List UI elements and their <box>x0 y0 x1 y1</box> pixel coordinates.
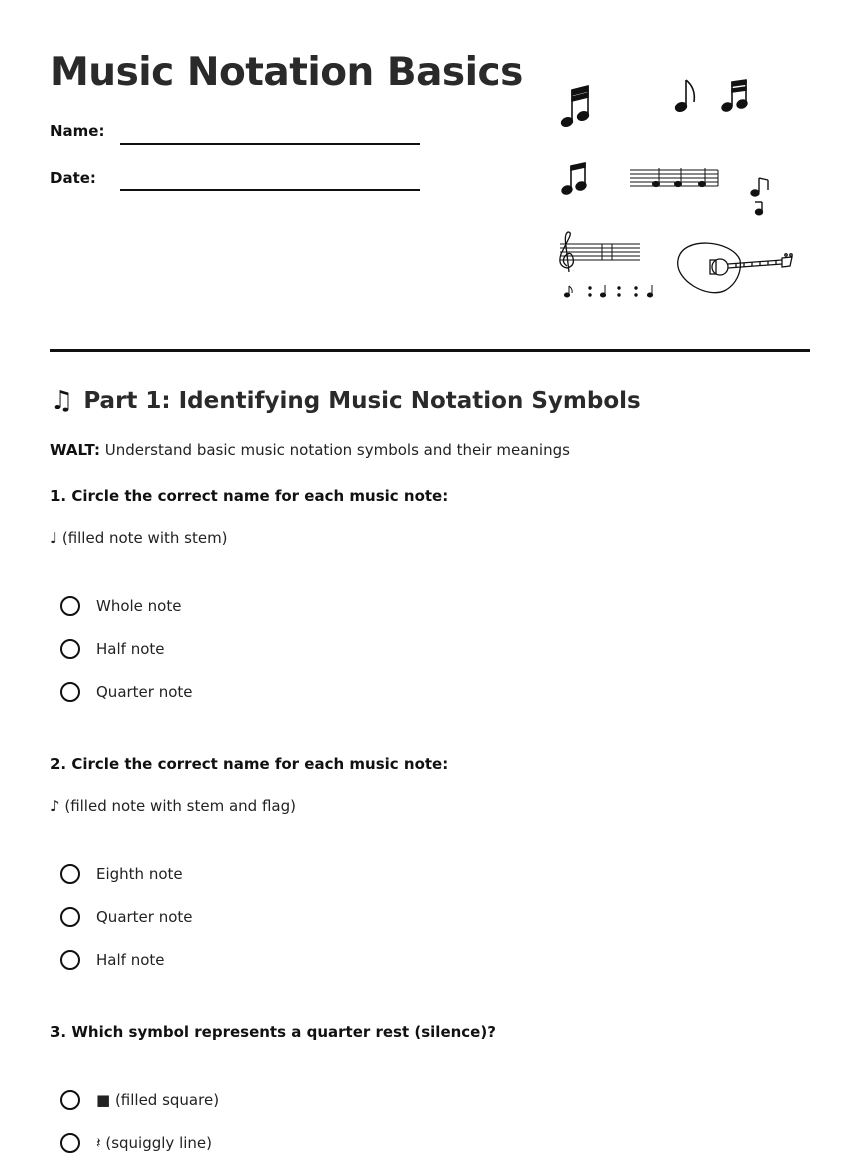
radio-circle[interactable] <box>60 682 80 702</box>
walt-label: WALT: <box>50 441 100 459</box>
section-divider <box>50 349 810 352</box>
radio-circle[interactable] <box>60 639 80 659</box>
radio-circle[interactable] <box>60 907 80 927</box>
question-2: 2. Circle the correct name for each music note: <box>50 755 449 773</box>
section-title-text: Part 1: Identifying Music Notation Symbols <box>83 388 641 414</box>
question-1-prompt: ♩ (filled note with stem) <box>50 529 228 547</box>
q1-option-whole-note[interactable] <box>60 593 181 619</box>
walt-objective <box>50 441 570 459</box>
name-field[interactable] <box>120 143 420 145</box>
walt-text: Understand basic music notation symbols and their meanings <box>99 441 570 459</box>
flag-notes-icon <box>751 178 768 215</box>
name-label: Name: <box>50 122 105 140</box>
option-label: Quarter note <box>96 908 193 926</box>
option-label: ■ (filled square) <box>96 1091 220 1109</box>
staff-notes-icon <box>630 168 718 187</box>
music-notes-icon: ♫ <box>50 386 74 416</box>
radio-circle[interactable] <box>60 596 80 616</box>
rhythm-row-icon <box>564 285 652 297</box>
q2-option-quarter-note[interactable] <box>60 904 193 930</box>
radio-circle[interactable] <box>60 1133 80 1153</box>
option-label: Eighth note <box>96 865 183 883</box>
radio-circle[interactable] <box>60 1090 80 1110</box>
page-title: Music Notation Basics <box>50 50 523 95</box>
treble-clef-staff-icon <box>560 232 640 272</box>
q2-option-eighth-note[interactable] <box>60 861 183 887</box>
q3-option-filled-square[interactable] <box>60 1087 219 1113</box>
option-label: 𝄽 (squiggly line) <box>96 1134 212 1152</box>
q1-option-quarter-note[interactable] <box>60 679 193 705</box>
q2-option-half-note[interactable] <box>60 947 164 973</box>
guitar-icon <box>678 243 793 293</box>
option-label: Half note <box>96 951 165 969</box>
date-field[interactable] <box>120 189 420 191</box>
beamed-eighth-notes-icon <box>560 86 589 128</box>
question-2-prompt: ♪ (filled note with stem and flag) <box>50 797 296 815</box>
question-1: 1. Circle the correct name for each music note: <box>50 487 449 505</box>
option-label: Whole note <box>96 597 182 615</box>
q1-option-half-note[interactable] <box>60 636 164 662</box>
option-label: Quarter note <box>96 683 193 701</box>
eighth-note-icon <box>674 80 694 113</box>
date-label: Date: <box>50 169 96 187</box>
beamed-sixteenth-notes-icon <box>721 80 748 112</box>
q3-option-squiggly-line[interactable] <box>60 1130 212 1156</box>
radio-circle[interactable] <box>60 864 80 884</box>
radio-circle[interactable] <box>60 950 80 970</box>
section-heading <box>50 388 641 414</box>
music-notes-illustration <box>550 70 810 310</box>
question-3: 3. Which symbol represents a quarter rest (silence)? <box>50 1023 496 1041</box>
option-label: Half note <box>96 640 165 658</box>
beamed-notes-icon <box>561 163 587 195</box>
